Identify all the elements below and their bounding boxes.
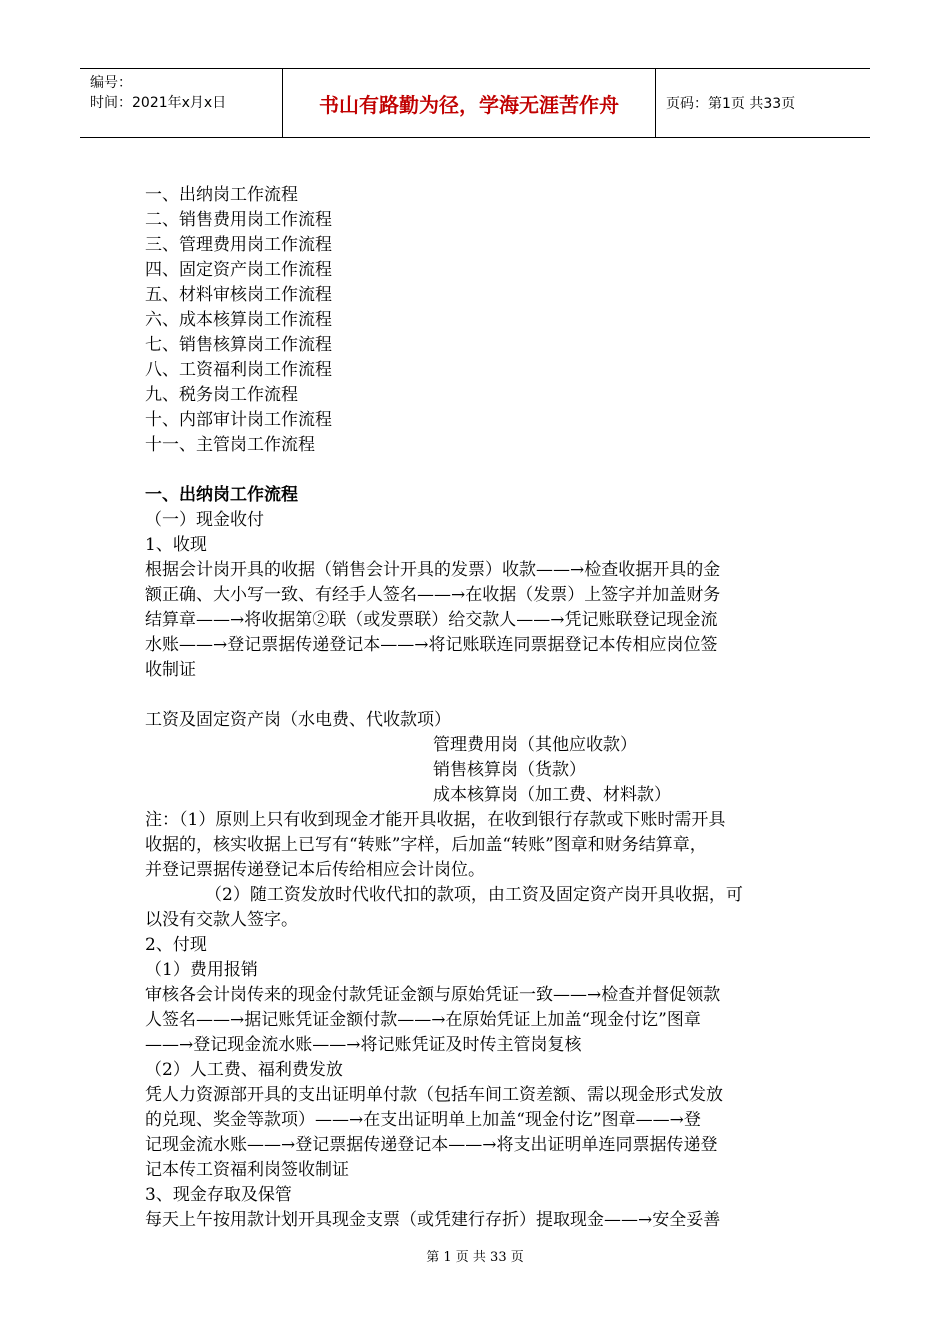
post-line: 工资及固定资产岗（水电费、代收款项） <box>145 710 451 730</box>
note-line: （2）随工资发放时代收代扣的款项，由工资及固定资产岗开具收据，可 <box>205 885 743 905</box>
toc-item: 二、销售费用岗工作流程 <box>145 210 332 230</box>
paragraph-line: 凭人力资源部开具的支出证明单付款（包括车间工资差额、需以现金形式发放 <box>145 1085 723 1105</box>
header-page-info: 页码：第1页 共33页 <box>666 96 796 112</box>
paragraph-line: 额正确、大小写一致、有经手人签名——→在收据（发票）上签字并加盖财务 <box>145 585 721 605</box>
paragraph-line: 人签名——→据记账凭证金额付款——→在原始凭证上加盖“现金付讫”图章 <box>145 1010 701 1030</box>
item-title: 3、现金存取及保管 <box>145 1185 292 1205</box>
toc-item: 三、管理费用岗工作流程 <box>145 235 332 255</box>
post-line: 销售核算岗（货款） <box>433 760 586 780</box>
toc-item: 一、出纳岗工作流程 <box>145 185 298 205</box>
page-header <box>80 68 870 138</box>
toc-item: 十、内部审计岗工作流程 <box>145 410 332 430</box>
toc-item: 九、税务岗工作流程 <box>145 385 298 405</box>
document-number: 编号： <box>90 75 132 91</box>
spacer <box>145 458 805 483</box>
paragraph-line: 记现金流水账——→登记票据传递登记本——→将支出证明单连同票据传递登 <box>145 1135 718 1155</box>
paragraph-line: 收制证 <box>145 660 196 680</box>
subsection-title: （1）费用报销 <box>145 960 258 980</box>
paragraph-line: 审核各会计岗传来的现金付款凭证金额与原始凭证一致——→检查并督促领款 <box>145 985 721 1005</box>
section-title: 一、出纳岗工作流程 <box>145 485 298 505</box>
paragraph-line: 结算章——→将收据第②联（或发票联）给交款人——→凭记账联登记现金流 <box>145 610 718 630</box>
header-meta <box>80 69 282 137</box>
toc-item: 六、成本核算岗工作流程 <box>145 310 332 330</box>
note-line: 注：（1）原则上只有收到现金才能开具收据，在收到银行存款或下账时需开具 <box>145 810 726 830</box>
toc-item: 四、固定资产岗工作流程 <box>145 260 332 280</box>
subsection-title: （一）现金收付 <box>145 510 264 530</box>
toc-item: 五、材料审核岗工作流程 <box>145 285 332 305</box>
paragraph-line: 记本传工资福利岗签收制证 <box>145 1160 349 1180</box>
document-date: 时间：2021年x月x日 <box>90 95 227 111</box>
post-line: 管理费用岗（其他应收款） <box>433 735 637 755</box>
paragraph-line: 水账——→登记票据传递登记本——→将记账联连同票据登记本传相应岗位签 <box>145 635 718 655</box>
subsection-title: （2）人工费、福利费发放 <box>145 1060 343 1080</box>
toc-item: 八、工资福利岗工作流程 <box>145 360 332 380</box>
toc-item: 十一、主管岗工作流程 <box>145 435 315 455</box>
note-line: 以没有交款人签字。 <box>145 910 298 930</box>
page-footer: 第 1 页 共 33 页 <box>426 1250 524 1265</box>
document-body <box>145 183 805 1233</box>
spacer <box>145 683 805 708</box>
note-line: 并登记票据传递登记本后传给相应会计岗位。 <box>145 860 485 880</box>
paragraph-line: 根据会计岗开具的收据（销售会计开具的发票）收款——→检查收据开具的金 <box>145 560 721 580</box>
header-motto: 书山有路勤为径，学海无涯苦作舟 <box>282 69 656 137</box>
paragraph-line: 每天上午按用款计划开具现金支票（或凭建行存折）提取现金——→安全妥善 <box>145 1210 721 1230</box>
item-title: 2、付现 <box>145 935 207 955</box>
post-line: 成本核算岗（加工费、材料款） <box>433 785 671 805</box>
paragraph-line: 的兑现、奖金等款项）——→在支出证明单上加盖“现金付讫”图章——→登 <box>145 1110 701 1130</box>
note-line: 收据的，核实收据上已写有“转账”字样，后加盖“转账”图章和财务结算章， <box>145 835 707 855</box>
paragraph-line: ——→登记现金流水账——→将记账凭证及时传主管岗复核 <box>145 1035 582 1055</box>
toc-item: 七、销售核算岗工作流程 <box>145 335 332 355</box>
item-title: 1、收现 <box>145 535 207 555</box>
table-of-contents <box>145 183 805 458</box>
